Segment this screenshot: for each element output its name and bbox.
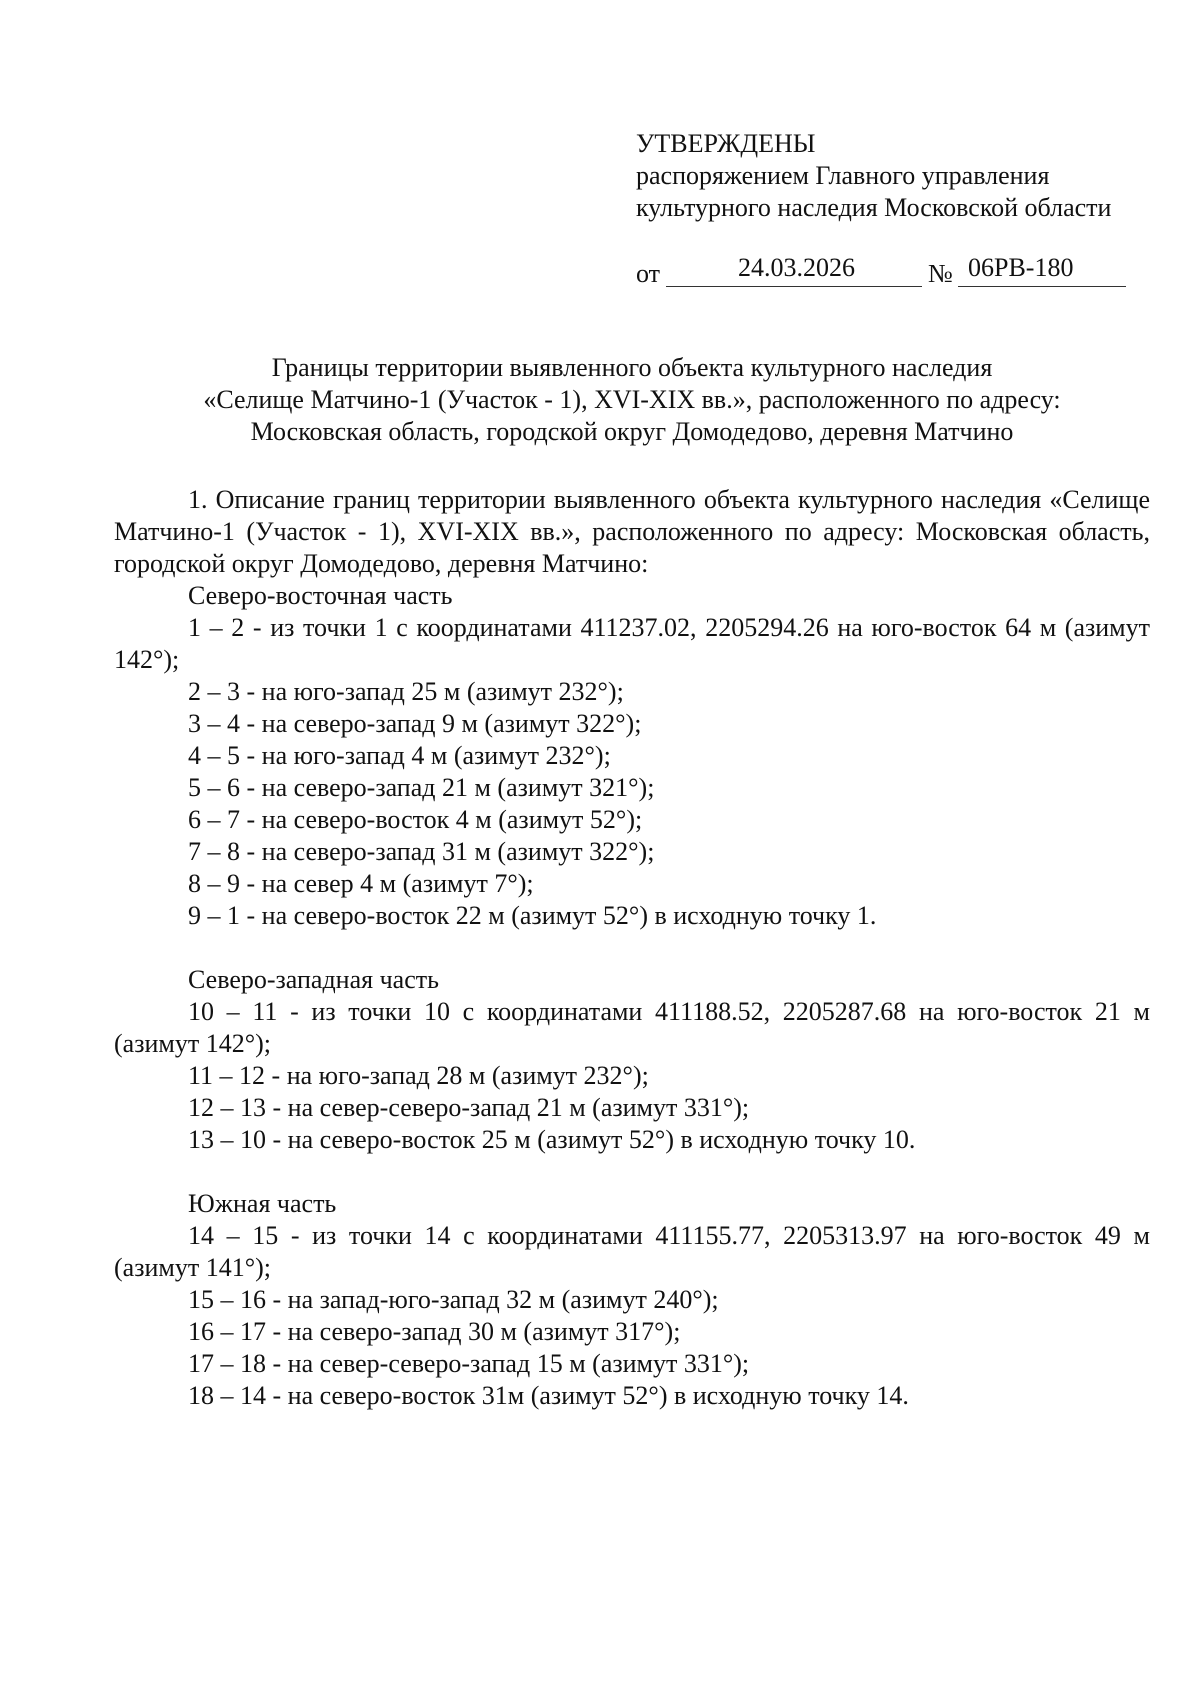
date-label: от	[636, 259, 661, 288]
section-heading: Северо-восточная часть	[188, 581, 453, 610]
segment-points: 1 – 2	[188, 613, 245, 642]
section-spacer	[114, 932, 1150, 964]
document-number: 06РВ-180	[968, 253, 1074, 282]
section-spacer	[114, 1156, 1150, 1188]
document-body	[114, 484, 1150, 1412]
title-line-3: Московская область, городской округ Домодедово, деревня Матчино	[250, 417, 1014, 446]
approval-authority-line-2: культурного наследия Московской области	[636, 193, 1112, 222]
title-line-2: «Селище Матчино-1 (Участок - 1), XVI-XIX вв.», расположенного по адресу:	[203, 385, 1061, 414]
boundary-segment: 18 – 14 - на северо-восток 31м (азимут 52°) в исходную точку 14.	[188, 1381, 909, 1410]
boundary-segment: 15 – 16 - на запад-юго-запад 32 м (азимут 240°);	[188, 1285, 719, 1314]
boundary-segment: 7 – 8 - на северо-запад 31 м (азимут 322°);	[188, 837, 655, 866]
title-line-1: Границы территории выявленного объекта культурного наследия	[271, 353, 993, 382]
boundary-segment: 3 – 4 - на северо-запад 9 м (азимут 322°);	[188, 709, 642, 738]
document-reference	[636, 252, 1136, 292]
boundary-segment: 8 – 9 - на север 4 м (азимут 7°);	[188, 869, 534, 898]
segment-description: - из точки 1 с координатами 411237.02, 2205294.26 на юго-восток 64 м (азимут 142°);	[114, 613, 1150, 674]
boundary-segment: 12 – 13 - на север-северо-запад 21 м (азимут 331°);	[188, 1093, 750, 1122]
segment-points: 10 – 11	[188, 997, 278, 1026]
approval-block	[636, 128, 1156, 224]
boundary-segment: 5 – 6 - на северо-запад 21 м (азимут 321°);	[188, 773, 655, 802]
section-heading: Южная часть	[188, 1189, 337, 1218]
number-underline	[958, 286, 1126, 287]
segment-description: - из точки 10 с координатами 411188.52, 2205287.68 на юго-восток 21 м (азимут 142°);	[114, 997, 1150, 1058]
boundary-segment: 2 – 3 - на юго-запад 25 м (азимут 232°);	[188, 677, 624, 706]
boundary-segment: 13 – 10 - на северо-восток 25 м (азимут 52°) в исходную точку 10.	[188, 1125, 916, 1154]
date-underline	[666, 286, 922, 287]
boundary-segment: 16 – 17 - на северо-запад 30 м (азимут 317°);	[188, 1317, 681, 1346]
boundary-first-segment	[114, 996, 1150, 1060]
boundary-segment: 11 – 12 - на юго-запад 28 м (азимут 232°);	[188, 1061, 649, 1090]
approval-heading: УТВЕРЖДЕНЫ	[636, 129, 816, 158]
document-date: 24.03.2026	[738, 253, 855, 282]
boundary-segment: 6 – 7 - на северо-восток 4 м (азимут 52°);	[188, 805, 643, 834]
boundary-first-segment	[114, 612, 1150, 676]
boundary-segment: 9 – 1 - на северо-восток 22 м (азимут 52°) в исходную точку 1.	[188, 901, 877, 930]
boundary-segment: 17 – 18 - на север-северо-запад 15 м (азимут 331°);	[188, 1349, 750, 1378]
segment-points: 14 – 15	[188, 1221, 279, 1250]
approval-authority-line-1: распоряжением Главного управления	[636, 161, 1050, 190]
boundary-first-segment	[114, 1220, 1150, 1284]
section-heading: Северо-западная часть	[188, 965, 439, 994]
document-title	[112, 352, 1152, 448]
intro-paragraph: 1. Описание границ территории выявленного объекта культурного наследия «Селище Матчино-1 (Участок - 1), XVI-XIX вв.», расположенного по адресу: Московская область, городской округ Домодедово, деревня Матчино:	[114, 485, 1150, 578]
number-label: №	[928, 259, 953, 288]
boundary-segment: 4 – 5 - на юго-запад 4 м (азимут 232°);	[188, 741, 611, 770]
segment-description: - из точки 14 с координатами 411155.77, 2205313.97 на юго-восток 49 м (азимут 141°);	[114, 1221, 1150, 1282]
